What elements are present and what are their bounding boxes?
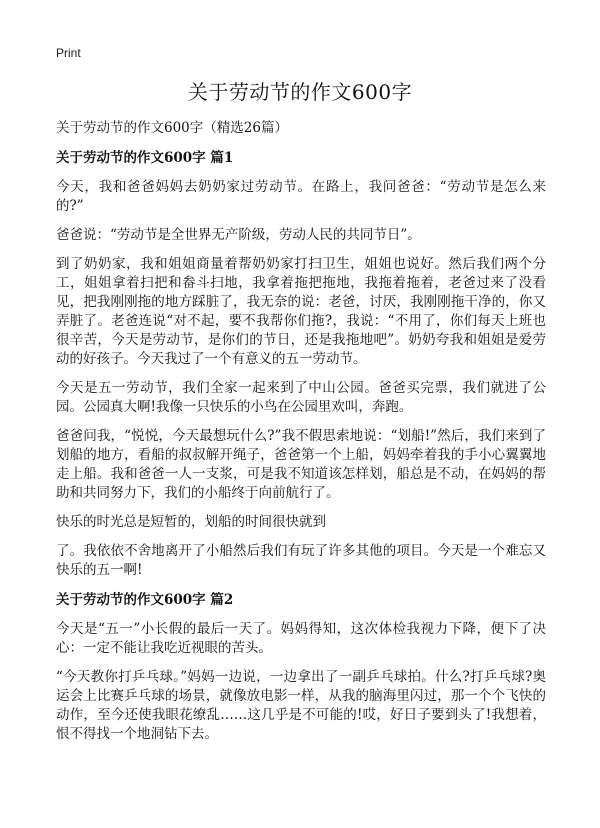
essay-section-1	[56, 148, 546, 580]
document-title: 关于劳动节的作文600字	[187, 80, 413, 104]
section-heading: 关于劳动节的作文600字 篇1	[56, 150, 234, 166]
paragraph: 今天，我和爸爸妈妈去奶奶家过劳动节。在路上，我问爸爸：“劳动节是怎么来的?”	[56, 179, 546, 214]
paragraph: 今天是五一劳动节，我们全家一起来到了中山公园。爸爸买完票，我们就进了公园。公园真大啊!我像一只快乐的小鸟在公园里欢叫，奔跑。	[56, 380, 546, 415]
essay-section-2	[56, 590, 546, 744]
paragraph: 爸爸问我，“悦悦，今天最想玩什么?”我不假思索地说：“划船!”然后，我们来到了划船的地方，看船的叔叔解开绳子，爸爸第一个上船，妈妈牵着我的手小心翼翼地走上船。我和爸爸一人一支浆，可是我不知道该怎样划，船总是不动，在妈妈的帮助和共同努力下，我们的小船终于向前航行了。	[56, 428, 546, 501]
paragraph: 今天是“五一”小长假的最后一天了。妈妈得知，这次体检我视力下降，便下了决心：一定不能让我吃近视眼的苦头。	[56, 621, 546, 656]
paragraph: 了。我依依不舍地离开了小船然后我们有玩了许多其他的项目。今天是一个难忘又快乐的五一啊!	[56, 543, 546, 578]
paragraph: “今天教你打乒乓球。”妈妈一边说，一边拿出了一副乒乓球拍。什么?打乒乓球?奥运会上比赛乒乓球的场景，就像放电影一样，从我的脑海里闪过，那一个个飞快的动作，至今还使我眼花缭乱……这几乎是不可能的!哎，好日子要到头了!我想着，恨不得找一个地洞钻下去。	[56, 669, 546, 742]
paragraph: 到了奶奶家，我和姐姐商量着帮奶奶家打扫卫生，姐姐也说好。然后我们两个分工，姐姐拿着扫把和畚斗扫地，我拿着拖把拖地，我拖着拖着，老爸过来了没看见，把我刚刚拖的地方踩脏了，我无奈的说：老爸，讨厌，我刚刚拖干净的，你又弄脏了。老爸连说“对不起，要不我帮你们拖?，我说：“不用了，你们每天上班也很辛苦，今天是劳动节，是你们的节日，还是我拖地吧”。奶奶夸我和姐姐是爱劳动的好孩子。今天我过了一个有意义的五一劳动节。	[56, 256, 546, 367]
print-link[interactable]: Print	[56, 46, 81, 60]
document-subtitle: 关于劳动节的作文600字（精选26篇）	[56, 120, 288, 136]
document-body	[56, 118, 546, 754]
section-heading: 关于劳动节的作文600字 篇2	[56, 592, 234, 608]
paragraph: 快乐的时光总是短暂的，划船的时间很快就到	[56, 514, 326, 530]
paragraph: 爸爸说：“劳动节是全世界无产阶级，劳动人民的共同节日”。	[56, 227, 421, 243]
